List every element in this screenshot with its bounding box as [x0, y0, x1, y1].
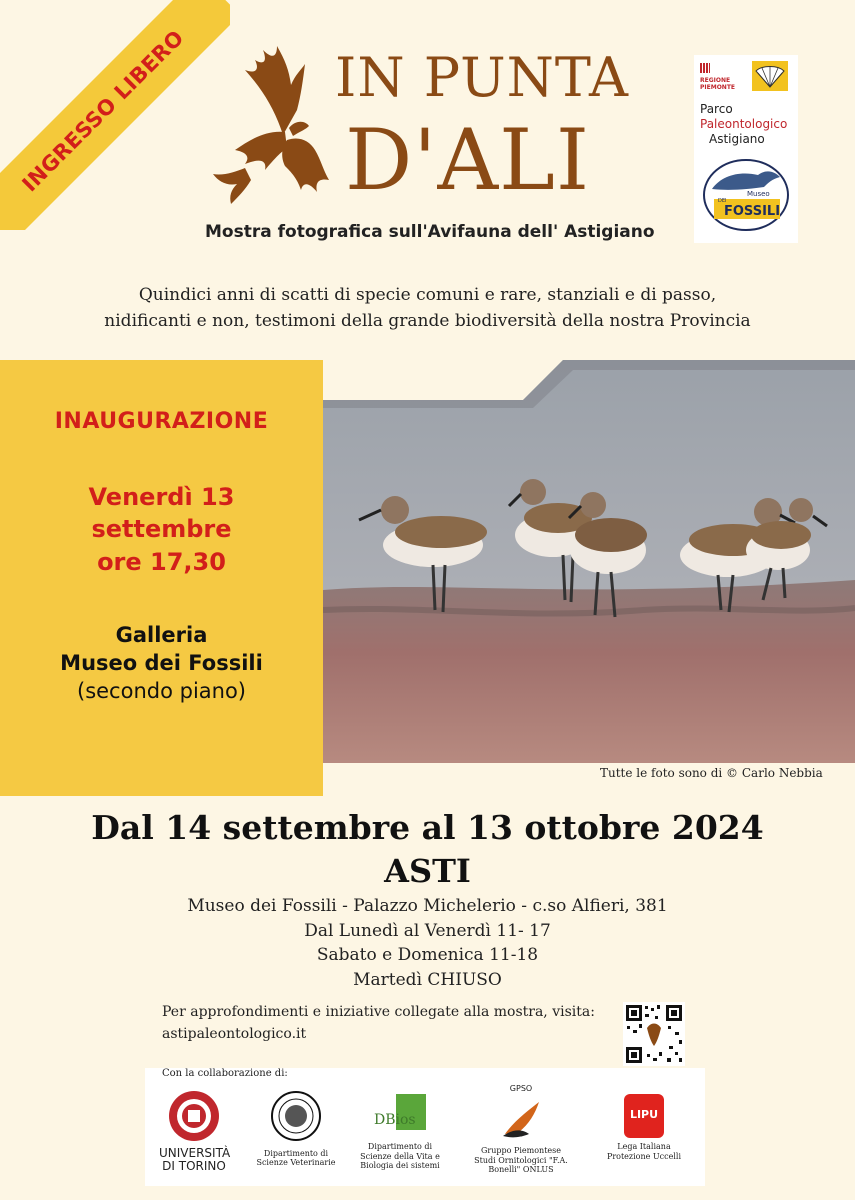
- partner-unito: [159, 1090, 229, 1173]
- lipu-logo-text: LIPU: [629, 1108, 659, 1121]
- dbios-label: Dipartimento di Scienze della Vita e Biologia dei sistemi: [360, 1142, 440, 1171]
- intro-line-1: Quindici anni di scatti di specie comuni e rare, stanziali e di passo,: [138, 285, 717, 305]
- inauguration-heading: INAUGURAZIONE: [54, 409, 269, 434]
- opening-hours-weekend: Sabato e Domenica 11-18: [316, 945, 539, 966]
- unito-seal-icon: [168, 1090, 220, 1142]
- date-line-3: ore 17,30: [97, 547, 226, 576]
- gpso-label: Gruppo Piemontese Studi Ornitologici "F.A. Bonelli" ONLUS: [474, 1146, 568, 1175]
- inauguration-venue: [0, 622, 323, 706]
- lipu-logo: [624, 1094, 664, 1138]
- free-entry-ribbon: INGRESSO LIBERO: [0, 0, 230, 230]
- collaboration-partners: [145, 1068, 705, 1186]
- parco-line-2: Paleontologico: [700, 117, 788, 131]
- dbios-logo-text: DBios: [374, 1112, 416, 1128]
- inauguration-date: [0, 481, 323, 578]
- vet-seal-icon: [270, 1090, 322, 1142]
- closed-day: Martedì CHIUSO: [353, 969, 502, 990]
- regione-piemonte-logo: [700, 63, 746, 95]
- museo-line-1: Museo: [747, 190, 770, 198]
- dbios-logo: [374, 1094, 426, 1138]
- partner-gpso: [471, 1084, 571, 1175]
- inauguration-panel: [0, 360, 323, 796]
- intro-text: [0, 283, 855, 334]
- bird-logo-icon: [205, 40, 340, 210]
- opening-hours-weekdays: Dal Lunedì al Venerdì 11- 17: [304, 920, 551, 941]
- lipu-label: Lega Italiana Protezione Uccelli: [606, 1142, 682, 1161]
- exhibition-dates: Dal 14 settembre al 13 ottobre 2024: [91, 808, 764, 847]
- parco-line-1: Parco: [700, 102, 733, 116]
- venue-address: Museo dei Fossili - Palazzo Michelerio - c.so Alfieri, 381: [187, 896, 668, 916]
- unito-line-2: DI TORINO: [162, 1158, 226, 1173]
- shell-icon: [752, 61, 788, 91]
- city-name: ASTI: [384, 852, 471, 890]
- partner-vet: [253, 1090, 339, 1168]
- collaboration-heading: Con la collaborazione di:: [162, 1068, 288, 1079]
- more-info: [162, 1002, 595, 1045]
- ribbon-corner: [0, 0, 230, 230]
- website-link[interactable]: astipaleontologico.it: [162, 1025, 307, 1042]
- vet-label: Dipartimento di Scienze Veterinarie: [256, 1148, 336, 1168]
- partner-lipu: [601, 1090, 687, 1161]
- exhibition-subtitle: Mostra fotografica sull'Avifauna dell' Astigiano: [205, 222, 655, 242]
- regione-line-2: PIEMONTE: [700, 83, 736, 91]
- museo-line-3: FOSSILI: [724, 204, 781, 219]
- unito-line-1: UNIVERSITÀ: [159, 1145, 231, 1160]
- parco-line-3: Astigiano: [709, 132, 765, 146]
- title-line-1: IN PUNTA: [335, 46, 629, 109]
- intro-line-2: nidificanti e non, testimoni della grande biodiversità della nostra Provincia: [104, 310, 751, 331]
- venue-line-2: Museo dei Fossili: [60, 650, 263, 675]
- partner-dbios: [355, 1090, 445, 1171]
- gpso-logo-text: GPSO: [509, 1084, 533, 1093]
- venue-info: [0, 894, 855, 993]
- museo-line-2: DEI: [718, 198, 727, 204]
- date-line-1: Venerdì 13: [88, 483, 235, 511]
- gpso-bird-icon: [495, 1090, 547, 1142]
- museo-fossili-logo: [700, 155, 792, 235]
- sandpipers-photo: [323, 360, 855, 763]
- regione-line-1: REGIONE: [700, 76, 731, 84]
- partner-logos-top: [694, 55, 798, 243]
- title-line-2: D'ALI: [345, 111, 591, 209]
- venue-line-1: Galleria: [115, 623, 208, 647]
- more-info-text: Per approfondimenti e iniziative collegate alla mostra, visita:: [162, 1004, 595, 1020]
- date-line-2: settembre: [91, 515, 232, 544]
- photo-credit: Tutte le foto sono di © Carlo Nebbia: [600, 766, 823, 780]
- venue-line-3: (secondo piano): [77, 678, 246, 703]
- parco-label: [700, 102, 787, 147]
- qr-code-icon[interactable]: [623, 1002, 685, 1066]
